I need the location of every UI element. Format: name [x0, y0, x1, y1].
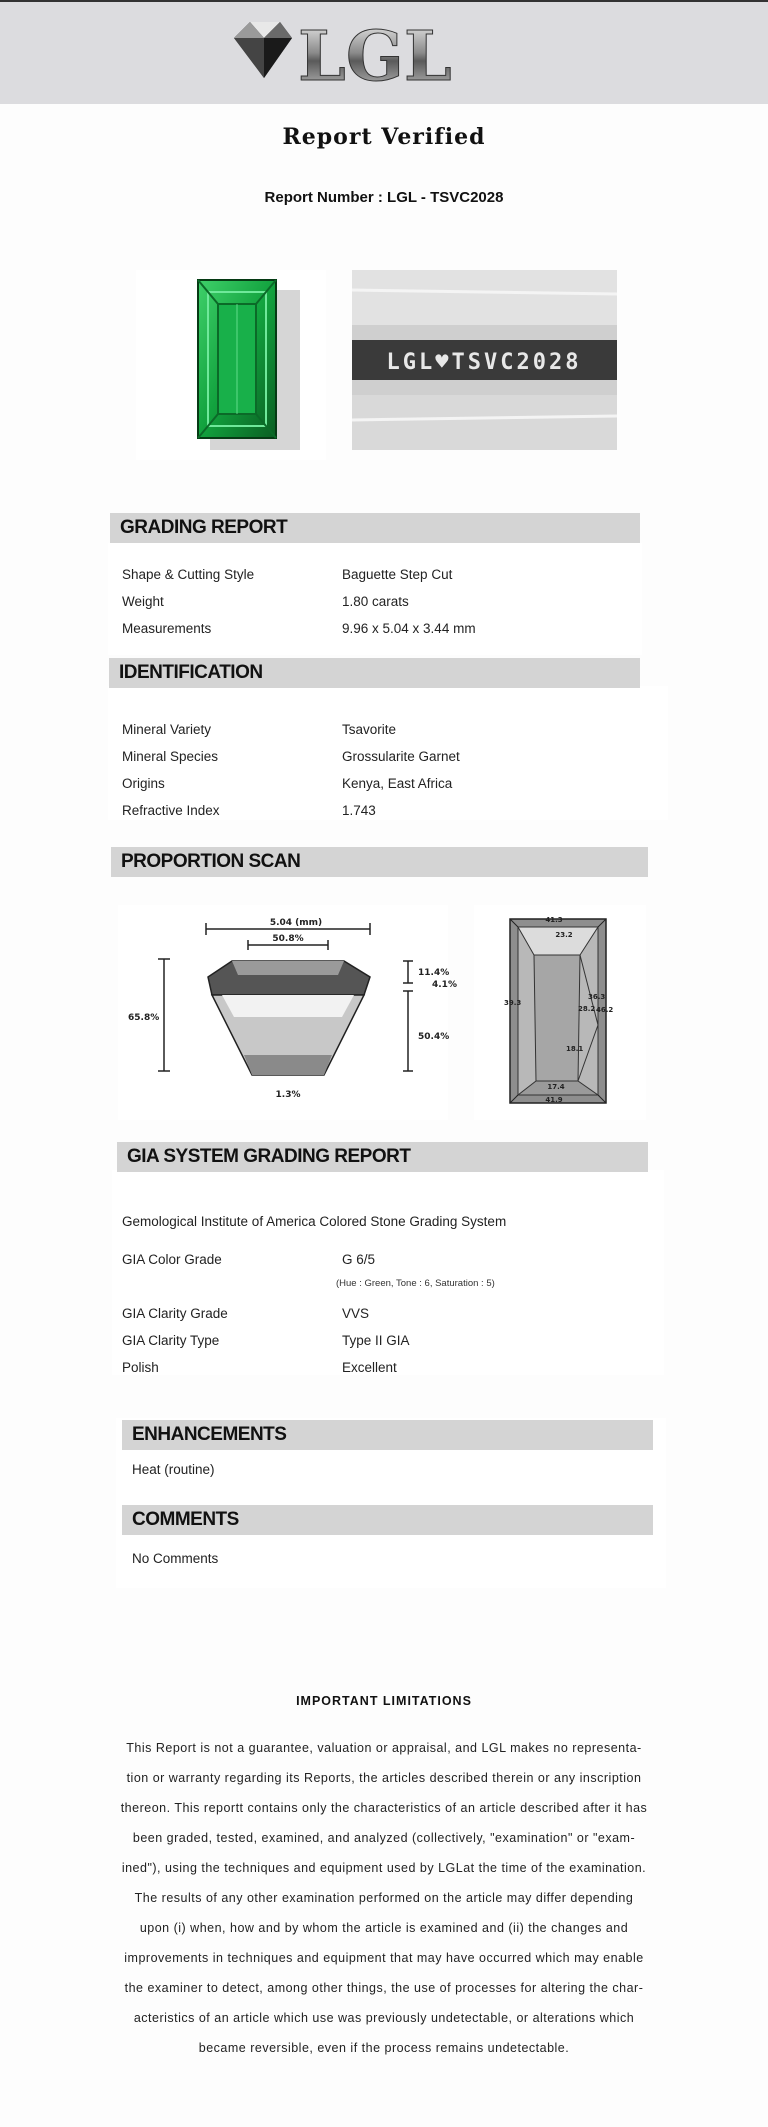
svg-text:5.04 (mm): 5.04 (mm): [269, 918, 323, 928]
row-label: Mineral Species: [122, 749, 219, 764]
proportion-scan-header: PROPORTION SCAN: [111, 847, 648, 877]
page-title: Report Verified: [282, 124, 486, 150]
svg-text:46.2: 46.2: [596, 1006, 614, 1014]
gemstone-image: [136, 270, 326, 460]
comments-header: COMMENTS: [122, 1505, 653, 1535]
diamond-icon: [234, 22, 292, 78]
enhancements-value: Heat (routine): [132, 1462, 215, 1477]
svg-text:65.8%: 65.8%: [128, 1013, 160, 1023]
row-label: GIA Clarity Type: [122, 1333, 220, 1348]
svg-text:28.2: 28.2: [578, 1005, 596, 1013]
svg-text:41.3: 41.3: [545, 916, 563, 924]
svg-text:41.9: 41.9: [545, 1096, 563, 1104]
row-value: 1.743: [342, 803, 376, 818]
svg-text:1.3%: 1.3%: [275, 1090, 301, 1100]
row-label: Mineral Variety: [122, 722, 212, 737]
grading-report-header: GRADING REPORT: [110, 513, 640, 543]
row-label: Origins: [122, 776, 165, 791]
row-value: G 6/5: [342, 1252, 376, 1267]
row-value: Baguette Step Cut: [342, 567, 453, 582]
enhancements-header: ENHANCEMENTS: [122, 1420, 653, 1450]
row-label: Refractive Index: [122, 803, 220, 818]
limitations-line: tion or warranty regarding its Reports, the articles described therein or any inscription: [126, 1771, 642, 1785]
limitations-line: improvements in techniques and equipment that may have occurred which may enable: [124, 1951, 644, 1965]
limitations-line: ined"), using the techniques and equipment used by LGLat the time of the examination.: [121, 1861, 647, 1875]
row-label: GIA Color Grade: [122, 1252, 222, 1267]
laser-inscription-image: [352, 270, 617, 450]
svg-text:39.3: 39.3: [504, 999, 522, 1007]
svg-text:50.8%: 50.8%: [272, 934, 304, 944]
svg-text:18.1: 18.1: [566, 1045, 584, 1053]
limitations-line: became reversible, even if the process remains undetectable.: [198, 2041, 570, 2055]
row-label: Shape & Cutting Style: [122, 567, 255, 582]
limitations-text: [112, 1733, 656, 2063]
svg-text:LGL♥TSVC2028: LGL♥TSVC2028: [386, 350, 582, 375]
svg-text:23.2: 23.2: [555, 931, 573, 939]
gia-header: GIA SYSTEM GRADING REPORT: [117, 1142, 648, 1172]
row-value: Excellent: [342, 1360, 397, 1375]
svg-text:4.1%: 4.1%: [432, 980, 457, 990]
limitations-line: been graded, tested, examined, and analyzed (collectively, "examination" or "exam-: [132, 1831, 636, 1845]
row-label: GIA Clarity Grade: [122, 1306, 228, 1321]
proportion-side-diagram: [118, 905, 457, 1120]
report-number: Report Number : LGL - TSVC2028: [264, 189, 504, 206]
row-value: 9.96 x 5.04 x 3.44 mm: [342, 621, 476, 636]
limitations-line: the examiner to detect, among other things, the use of processes for altering the char-: [124, 1981, 644, 1995]
row-value: Grossularite Garnet: [342, 749, 460, 764]
svg-text:17.4: 17.4: [547, 1083, 565, 1091]
proportion-top-diagram: [474, 905, 646, 1120]
limitations-line: upon (i) when, how and by whom the article is examined and (ii) the changes and: [139, 1921, 629, 1935]
row-label: Polish: [122, 1360, 159, 1375]
limitations-line: The results of any other examination performed on the article may differ depending: [134, 1891, 634, 1905]
row-label: Weight: [122, 594, 164, 609]
row-value: Type II GIA: [342, 1333, 410, 1348]
row-value: Tsavorite: [342, 722, 397, 737]
svg-text:LGL: LGL: [298, 17, 452, 97]
svg-text:11.4%: 11.4%: [418, 968, 450, 978]
gia-subtitle: Gemological Institute of America Colored Stone Grading System: [122, 1214, 507, 1229]
row-value: 1.80 carats: [342, 594, 409, 609]
row-value: Kenya, East Africa: [342, 776, 453, 791]
row-value: VVS: [342, 1306, 370, 1321]
limitations-line: thereon. This reportt contains only the characteristics of an article described after it has: [120, 1801, 648, 1815]
svg-text:36.3: 36.3: [588, 993, 606, 1001]
comments-value: No Comments: [132, 1551, 219, 1566]
header: [0, 0, 768, 104]
row-label: Measurements: [122, 621, 212, 636]
lgl-logo: [232, 16, 492, 97]
svg-text:50.4%: 50.4%: [418, 1032, 450, 1042]
limitations-line: acteristics of an article which use was previously undetectable, or alterations which: [133, 2011, 635, 2025]
identification-header: IDENTIFICATION: [109, 658, 640, 688]
limitations-line: This Report is not a guarantee, valuation or appraisal, and LGL makes no representa-: [126, 1741, 642, 1755]
color-grade-note: (Hue : Green, Tone : 6, Saturation : 5): [336, 1278, 495, 1289]
limitations-title: IMPORTANT LIMITATIONS: [296, 1694, 472, 1708]
